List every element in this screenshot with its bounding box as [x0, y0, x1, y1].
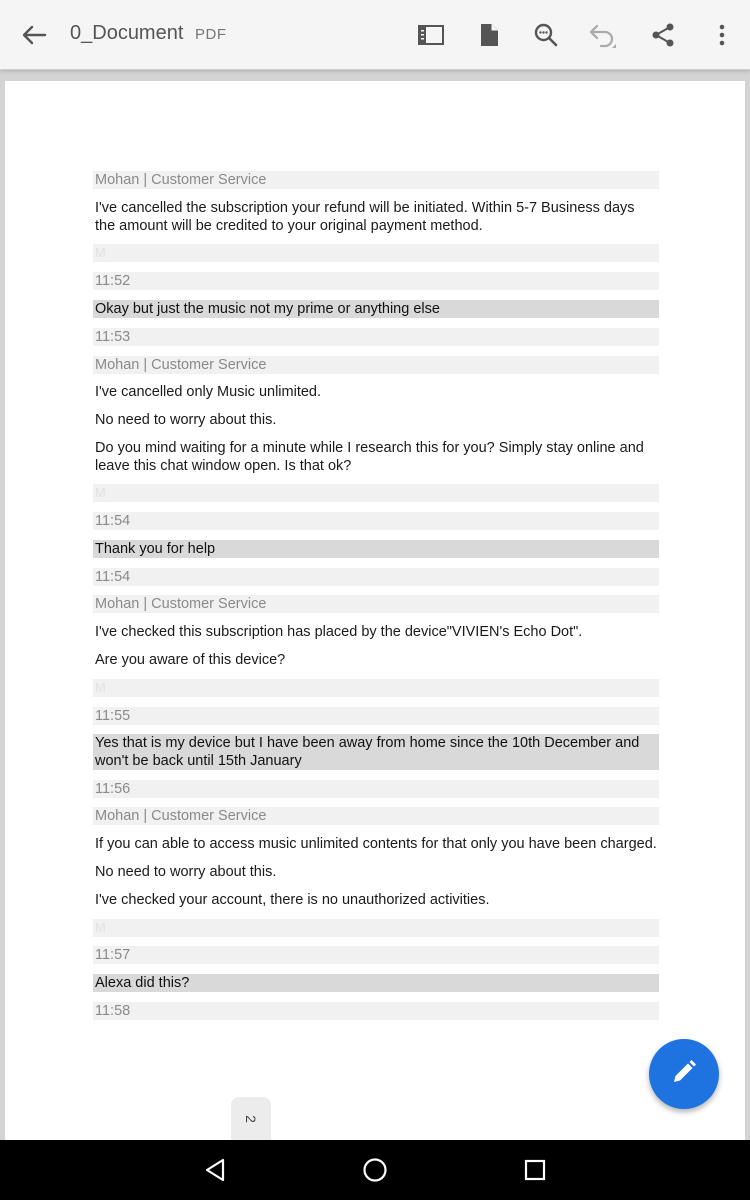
back-arrow-icon[interactable] — [18, 20, 50, 50]
app-toolbar — [0, 0, 750, 70]
nav-back-icon[interactable] — [197, 1152, 233, 1188]
agent-name: Mohan | Customer Service — [93, 595, 659, 613]
avatar-placeholder: M — [93, 484, 659, 502]
avatar-placeholder: M — [93, 679, 659, 697]
timestamp: 11:56 — [93, 780, 659, 798]
system-navigation-bar — [0, 1140, 750, 1200]
agent-message: I've checked this subscription has placed by the device"VIVIEN's Echo Dot". — [95, 624, 583, 640]
timestamp: 11:54 — [93, 512, 659, 530]
agent-message: No need to worry about this. — [95, 864, 277, 880]
nav-recents-icon[interactable] — [517, 1152, 553, 1188]
avatar-placeholder: M — [93, 244, 659, 262]
edit-fab-button[interactable] — [649, 1039, 719, 1109]
share-icon[interactable] — [646, 18, 680, 52]
more-vert-icon[interactable] — [705, 18, 739, 52]
pdf-page — [5, 81, 745, 1140]
agent-message: Do you mind waiting for a minute while I research this for you? Simply stay online and leave this chat window open. Is that ok? — [95, 440, 644, 474]
agent-name: Mohan | Customer Service — [93, 171, 659, 189]
user-message: Yes that is my device but I have been away from home since the 10th December and won't be back until 15th January — [93, 734, 659, 770]
agent-message: I've cancelled the subscription your refund will be initiated. Within 5-7 Business days the amount will be credited to your original payment method. — [95, 200, 635, 234]
timestamp: 11:52 — [93, 272, 659, 290]
user-message: Okay but just the music not my prime or anything else — [93, 300, 659, 318]
search-icon[interactable] — [529, 18, 563, 52]
agent-message: I've checked your account, there is no unauthorized activities. — [95, 892, 490, 908]
pencil-icon — [670, 1058, 698, 1091]
pdf-viewer[interactable] — [0, 71, 750, 1140]
avatar-placeholder: M — [93, 919, 659, 937]
page-indicator[interactable] — [231, 1097, 271, 1140]
page-number: 2 — [242, 1114, 259, 1123]
agent-name: Mohan | Customer Service — [93, 356, 659, 374]
agent-message: No need to worry about this. — [95, 412, 277, 428]
agent-name: Mohan | Customer Service — [93, 807, 659, 825]
agent-message: Are you aware of this device? — [95, 652, 286, 668]
timestamp: 11:57 — [93, 946, 659, 964]
document-icon[interactable] — [472, 18, 506, 52]
agent-message: I've cancelled only Music unlimited. — [95, 384, 322, 400]
document-type: PDF — [195, 26, 227, 43]
undo-icon[interactable] — [587, 18, 621, 52]
timestamp: 11:54 — [93, 568, 659, 586]
timestamp: 11:55 — [93, 707, 659, 725]
timestamp: 11:53 — [93, 328, 659, 346]
document-title: 0_Document — [70, 22, 184, 44]
nav-home-icon[interactable] — [357, 1152, 393, 1188]
user-message: Thank you for help — [93, 540, 659, 558]
reading-mode-icon[interactable] — [414, 18, 448, 52]
user-message: Alexa did this? — [93, 974, 659, 992]
agent-message: If you can able to access music unlimited contents for that only you have been charged. — [95, 836, 657, 852]
timestamp: 11:58 — [93, 1002, 659, 1020]
